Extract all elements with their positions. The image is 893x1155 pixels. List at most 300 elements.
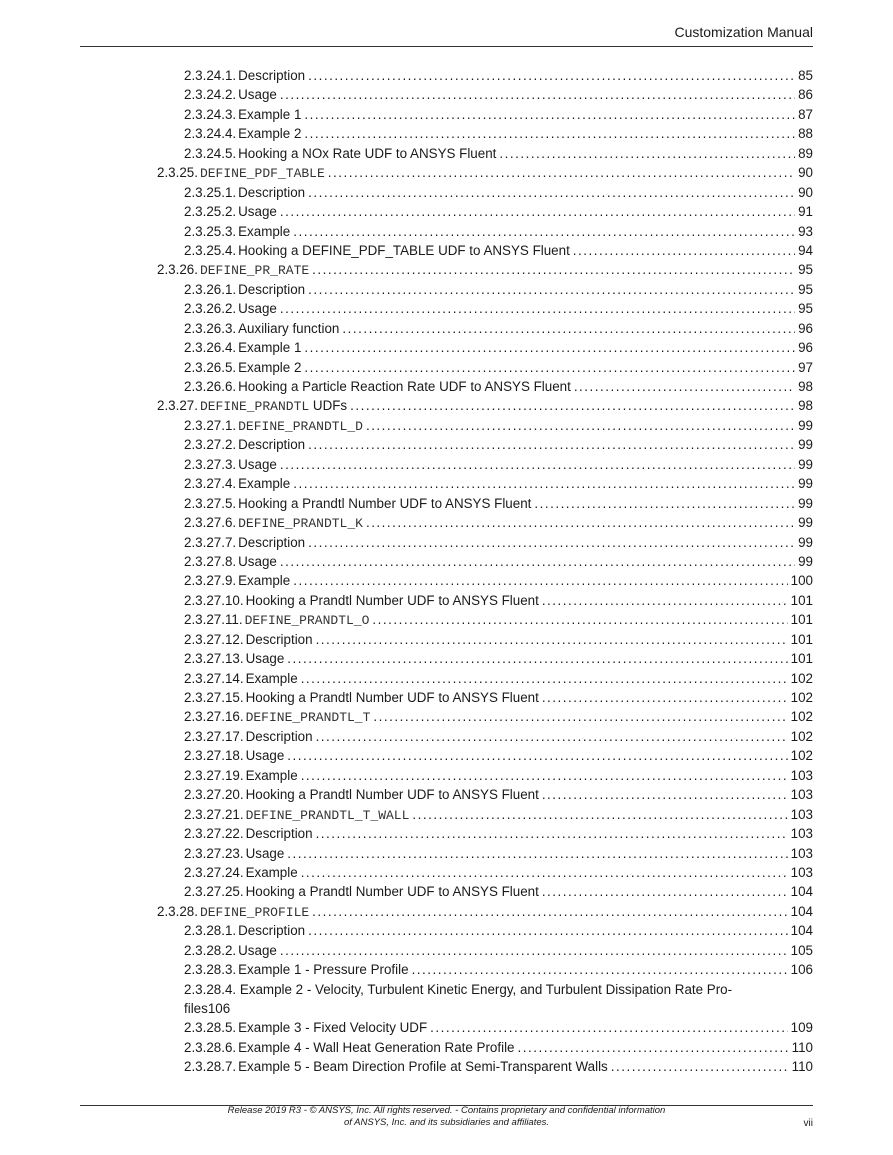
toc-entry-page: 99 [798,553,813,569]
toc-entry-title-continued: files [184,1001,208,1016]
toc-entry-code: DEFINE_PDF_TABLE [199,166,325,182]
toc-dot-leader [287,844,787,863]
toc-entry-number: 2.3.27.16. [184,709,244,725]
toc-entry-line [184,688,813,707]
toc-entry-title: Hooking a DEFINE_PDF_TABLE UDF to ANSYS Fluent [238,242,570,258]
toc-entry[interactable] [0,280,893,299]
toc-dot-leader [542,591,788,610]
toc-entry[interactable] [0,669,893,688]
toc-entry-number: 2.3.28.3. [184,962,237,978]
toc-entry[interactable] [0,260,893,279]
toc-entry-page: 97 [798,359,813,375]
toc-entry-page: 110 [791,1059,813,1075]
toc-dot-leader [312,902,787,922]
toc-entry-page: 104 [790,903,813,919]
toc-entry-page: 86 [798,87,813,103]
toc-entry-title: Example 2 - Velocity, Turbulent Kinetic Energy, and Turbulent Dissipation Rate Pro- [239,981,733,997]
toc-dot-leader [499,144,795,163]
toc-entry[interactable] [0,707,893,726]
toc-entry-line [184,882,813,901]
toc-entry-title-text: UDFs [312,398,348,414]
toc-entry[interactable] [0,358,893,377]
toc-entry[interactable] [0,533,893,552]
toc-entry-number: 2.3.27.3. [184,456,237,472]
toc-entry-code: DEFINE_PRANDTL_O [244,613,370,629]
toc-entry-title [243,610,370,630]
toc-entry-page: 91 [798,204,813,220]
toc-entry-title: Hooking a Prandtl Number UDF to ANSYS Fluent [238,495,532,511]
toc-dot-leader [366,513,795,533]
toc-entry-line [184,552,813,571]
toc-entry-line [184,85,813,104]
toc-entry[interactable] [0,571,893,590]
toc-entry-page: 85 [798,68,813,83]
toc-dot-leader [430,1018,788,1037]
toc-entry-line [184,1038,813,1057]
toc-entry-line [184,960,813,979]
toc-entry-number: 2.3.27.7. [184,534,237,550]
toc-entry-page: 95 [798,281,813,297]
toc-entry-page: 95 [798,262,813,278]
toc-entry-title: Example 2 [238,359,302,375]
toc-entry[interactable] [0,766,893,785]
toc-entry-page: 90 [798,165,813,181]
toc-entry-line [184,494,813,513]
toc-entry-title: Example [245,670,298,686]
toc-entry-page: 110 [791,1039,813,1055]
toc-entry-line [184,610,813,630]
toc-entry-number: 2.3.25. [157,165,198,181]
toc-entry[interactable] [0,1038,893,1057]
toc-dot-leader [287,649,787,668]
footer-line-1: Release 2019 R3 - © ANSYS, Inc. All rights reserved. - Contains proprietary and confidential information [227,1105,666,1116]
toc-dot-leader [304,338,795,357]
toc-entry-title: Example 1 - Pressure Profile [238,962,409,978]
toc-dot-leader [280,202,795,221]
toc-entry-number: 2.3.27.9. [184,573,237,589]
toc-entry-code: DEFINE_PROFILE [199,904,310,920]
toc-dot-leader [304,358,795,377]
toc-dot-leader [534,494,795,513]
toc-dot-leader [301,669,788,688]
toc-entry-number: 2.3.24.3. [184,106,237,122]
toc-entry-page: 98 [798,379,813,394]
toc-entry-number: 2.3.28.4. [184,981,237,997]
toc-entry[interactable] [0,552,893,571]
toc-entry-line [184,805,813,825]
toc-entry[interactable] [0,183,893,202]
toc-entry-number: 2.3.27.12. [184,631,244,647]
toc-dot-leader [308,533,795,552]
toc-entry-title: Description [238,184,306,200]
toc-entry[interactable] [0,688,893,707]
toc-entry[interactable] [0,494,893,513]
toc-entry-title: Example [238,223,291,239]
toc-entry-page: 99 [798,456,813,472]
toc-entry-code: DEFINE_PR_RATE [199,263,310,279]
toc-entry-line [184,124,813,143]
toc-dot-leader [293,222,795,241]
toc-entry-number: 2.3.27.19. [184,767,244,783]
toc-entry-title [244,805,410,825]
toc-entry-line [157,260,813,280]
toc-entry-title: Description [238,281,306,297]
toc-entry-title: Description [238,923,306,939]
toc-dot-leader [372,610,787,630]
toc-entry-number: 2.3.27.5. [184,495,237,511]
toc-entry-line [184,844,813,863]
toc-entry[interactable] [0,124,893,143]
toc-entry-line [157,163,813,183]
toc-dot-leader [308,280,795,299]
toc-entry-page: 99 [798,476,813,492]
toc-entry-page: 96 [798,320,813,336]
toc-entry-line [184,591,813,610]
toc-dot-leader [280,455,795,474]
toc-dot-leader [316,630,788,649]
toc-entry-line [184,941,813,960]
toc-entry-line [184,144,813,163]
toc-entry-line [184,824,813,843]
toc-entry-line [184,571,813,590]
toc-entry-title [198,396,347,416]
toc-entry[interactable] [0,377,893,396]
toc-entry-title: Hooking a Prandtl Number UDF to ANSYS Fluent [245,592,539,608]
toc-entry[interactable] [0,338,893,357]
toc-entry-line [184,727,813,746]
toc-entry[interactable] [0,396,893,415]
toc-entry-title: Hooking a NOx Rate UDF to ANSYS Fluent [238,145,497,161]
toc-entry[interactable] [0,630,893,649]
toc-entry-line [184,455,813,474]
toc-entry-page: 99 [798,495,813,511]
toc-entry[interactable] [0,222,893,241]
toc-entry-line [184,474,813,493]
toc-entry-title: Description [238,437,306,453]
toc-entry[interactable] [0,455,893,474]
toc-entry-title: Hooking a Particle Reaction Rate UDF to ANSYS Fluent [238,379,571,394]
toc-entry-title: Usage [245,845,285,861]
toc-dot-leader [304,105,795,124]
toc-entry-page: 88 [798,126,813,142]
toc-entry-title: Description [238,534,306,550]
toc-entry-page: 99 [798,437,813,453]
toc-entry-title: Usage [238,553,277,569]
toc-dot-leader [301,863,788,882]
toc-entry-number: 2.3.27.20. [184,787,244,803]
toc-dot-leader [342,319,795,338]
toc-entry-title: Hooking a Prandtl Number UDF to ANSYS Fluent [245,884,539,900]
toc-entry-page: 100 [790,573,813,589]
toc-entry-line [157,396,813,416]
toc-entry-line [184,319,813,338]
toc-entry[interactable] [0,824,893,843]
toc-entry-title: Auxiliary function [238,320,340,336]
toc-entry-line [184,183,813,202]
toc-entry-title [244,707,371,727]
toc-entry-line [184,707,813,727]
toc-entry-page: 106 [207,1001,231,1016]
toc-entry[interactable] [0,960,893,979]
toc-entry-page: 102 [790,748,813,764]
toc-entry[interactable] [0,727,893,746]
toc-entry-number: 2.3.27.15. [184,690,244,705]
toc-entry-title: Example 1 [238,340,302,356]
toc-entry[interactable] [0,163,893,182]
toc-entry[interactable] [0,416,893,435]
toc-entry-page: 90 [798,184,813,200]
toc-entry-page: 101 [790,612,813,628]
toc-entry[interactable] [0,85,893,104]
toc-dot-leader [316,824,788,843]
toc-entry-number: 2.3.27.21. [184,806,244,822]
toc-entry-title: Usage [238,87,277,103]
toc-entry-page: 103 [790,864,813,880]
toc-entry[interactable] [0,980,893,1019]
toc-dot-leader [280,85,795,104]
toc-entry[interactable] [0,649,893,668]
toc-dot-leader [316,727,788,746]
toc-entry-line [184,630,813,649]
toc-entry[interactable] [0,882,893,901]
toc-entry-number: 2.3.27.24. [184,864,244,880]
toc-entry-number: 2.3.24.1. [184,68,237,83]
toc-entry-number: 2.3.27.4. [184,476,237,492]
toc-entry[interactable] [0,805,893,824]
toc-dot-leader [518,1038,789,1057]
toc-entry-code: DEFINE_PRANDTL_K [238,516,363,532]
toc-dot-leader [301,766,788,785]
table-of-contents [0,66,893,1077]
toc-entry-page: 103 [790,806,813,822]
toc-entry[interactable] [0,513,893,532]
toc-entry-number: 2.3.26.3. [184,320,237,336]
toc-entry-line [184,377,813,396]
toc-entry-page: 94 [798,242,813,258]
toc-entry-title: Example 4 - Wall Heat Generation Rate Profile [238,1039,515,1055]
toc-entry-title: Hooking a Prandtl Number UDF to ANSYS Fluent [245,690,539,705]
toc-entry[interactable] [0,435,893,454]
toc-entry[interactable] [0,610,893,629]
toc-entry-title [236,513,363,533]
toc-entry[interactable] [0,921,893,940]
toc-dot-leader [373,707,787,727]
toc-entry-number: 2.3.26.5. [184,359,237,375]
toc-entry-number: 2.3.28.5. [184,1020,237,1036]
toc-entry-line [184,1057,813,1076]
toc-entry-line [184,299,813,318]
toc-entry-title: Description [238,68,306,83]
toc-dot-leader [312,260,795,280]
page-number: vii [803,1118,813,1129]
toc-entry-title [198,902,309,922]
toc-entry-number: 2.3.24.5. [184,145,237,161]
toc-entry-page: 102 [790,709,813,725]
toc-entry-number: 2.3.27.17. [184,728,244,744]
toc-entry-title: Description [245,826,313,842]
toc-entry-title: Example [238,476,291,492]
toc-dot-leader [308,183,795,202]
toc-entry-title: Hooking a Prandtl Number UDF to ANSYS Fluent [245,787,539,803]
toc-entry-number: 2.3.27.23. [184,845,244,861]
toc-entry-code: DEFINE_PRANDTL_T [245,710,371,726]
toc-entry-code: DEFINE_PRANDTL_T_WALL [245,807,410,823]
toc-entry-title: Usage [238,456,277,472]
toc-entry[interactable] [0,299,893,318]
toc-entry-title: Example [238,573,291,589]
toc-entry-page: 103 [790,787,813,803]
toc-entry-number: 2.3.27.6. [184,515,237,531]
toc-entry-page: 102 [790,670,813,686]
toc-entry-title: Example [245,864,298,880]
toc-entry-page: 101 [790,651,813,667]
toc-dot-leader [366,416,795,436]
running-header-title: Customization Manual [674,24,813,40]
toc-entry-line [184,66,813,85]
toc-entry-number: 2.3.25.2. [184,204,237,220]
toc-entry-title [198,260,309,280]
toc-dot-leader [308,66,795,85]
toc-entry-line [184,435,813,454]
toc-entry-line [184,241,813,260]
toc-entry-number: 2.3.24.2. [184,87,237,103]
toc-entry[interactable] [0,902,893,921]
toc-entry-title: Usage [245,651,285,667]
toc-entry-code: DEFINE_PRANDTL_D [238,418,363,434]
toc-entry-number: 2.3.26.6. [184,379,237,394]
toc-entry-line [184,980,813,999]
toc-entry-number: 2.3.24.4. [184,126,237,142]
toc-entry-number: 2.3.27.13. [184,651,244,667]
footer-line-2: of ANSYS, Inc. and its subsidiaries and affiliates. [343,1117,550,1128]
toc-entry-page: 106 [790,962,813,978]
toc-entry-line [184,105,813,124]
toc-entry-line [184,1018,813,1037]
toc-dot-leader [287,746,787,765]
toc-entry-number: 2.3.28.6. [184,1039,237,1055]
toc-entry-number: 2.3.27.22. [184,826,244,842]
toc-entry-number: 2.3.27.25. [184,884,244,900]
toc-entry-title: Example [245,767,298,783]
toc-entry-line [184,766,813,785]
toc-dot-leader [304,124,795,143]
toc-entry-number: 2.3.28.1. [184,923,237,939]
toc-entry-line [184,746,813,765]
toc-entry-title: Description [245,728,313,744]
toc-entry-page: 101 [790,631,813,647]
toc-entry-number: 2.3.28. [157,903,198,919]
toc-entry-page: 99 [798,534,813,550]
toc-entry[interactable] [0,1018,893,1037]
footer-copyright [0,1105,893,1129]
toc-entry-title: Usage [238,204,277,220]
toc-dot-leader [328,163,795,183]
toc-dot-leader [308,435,795,454]
toc-entry[interactable] [0,785,893,804]
toc-entry[interactable] [0,202,893,221]
toc-entry-page: 98 [798,398,813,414]
toc-entry-line [184,338,813,357]
toc-entry-line [184,785,813,804]
toc-entry[interactable] [0,66,893,85]
toc-dot-leader [574,377,795,396]
toc-entry-title [198,163,325,183]
toc-dot-leader [293,474,795,493]
toc-entry[interactable] [0,844,893,863]
toc-entry[interactable] [0,474,893,493]
toc-entry-line [157,902,813,922]
header-divider [80,46,813,47]
toc-entry-page: 109 [790,1020,813,1036]
toc-entry-line [184,533,813,552]
toc-entry-page: 103 [790,826,813,842]
toc-entry-page: 87 [798,106,813,122]
toc-entry-page: 104 [790,884,813,900]
toc-entry-number: 2.3.25.1. [184,184,237,200]
toc-entry-line [184,280,813,299]
toc-entry[interactable] [0,144,893,163]
toc-entry-number: 2.3.26.4. [184,340,237,356]
toc-entry-code: DEFINE_PRANDTL [199,399,310,415]
toc-dot-leader [412,805,787,825]
toc-dot-leader [611,1057,789,1076]
toc-entry-page: 93 [798,223,813,239]
toc-entry-page: 99 [798,417,813,433]
toc-entry-line [184,669,813,688]
toc-dot-leader [280,941,788,960]
toc-entry-line [184,358,813,377]
toc-dot-leader [542,688,788,707]
toc-entry-number: 2.3.27.2. [184,437,237,453]
toc-entry-page: 103 [790,845,813,861]
toc-entry-title: Usage [238,942,277,958]
toc-entry-number: 2.3.27.8. [184,553,237,569]
toc-entry-number: 2.3.28.2. [184,942,237,958]
toc-entry[interactable] [0,241,893,260]
toc-dot-leader [293,571,787,590]
toc-dot-leader [542,785,788,804]
toc-entry-title: Usage [238,301,277,317]
toc-entry[interactable] [0,105,893,124]
toc-entry-number: 2.3.28.7. [184,1059,237,1075]
toc-entry[interactable] [0,1057,893,1076]
toc-dot-leader [573,241,795,260]
toc-entry-number: 2.3.27.10. [184,592,244,608]
toc-entry-page: 102 [790,690,813,705]
toc-entry-line [184,921,813,940]
toc-entry-title: Usage [245,748,285,764]
toc-entry-number: 2.3.25.4. [184,242,237,258]
toc-entry-title: Example 5 - Beam Direction Profile at Semi-Transparent Walls [238,1059,608,1075]
toc-entry[interactable] [0,319,893,338]
toc-entry-number: 2.3.27.18. [184,748,244,764]
toc-entry[interactable] [0,746,893,765]
toc-entry-page: 102 [790,728,813,744]
toc-dot-leader [308,921,788,940]
toc-entry-page: 96 [798,340,813,356]
toc-entry-line [184,416,813,436]
toc-entry-line [184,202,813,221]
toc-entry-number: 2.3.27.14. [184,670,244,686]
toc-entry-page: 89 [798,145,813,161]
toc-entry[interactable] [0,863,893,882]
toc-dot-leader [280,299,795,318]
toc-entry-line [184,999,813,1018]
toc-entry-page: 95 [798,301,813,317]
toc-entry[interactable] [0,591,893,610]
toc-entry[interactable] [0,941,893,960]
toc-entry-line [184,863,813,882]
